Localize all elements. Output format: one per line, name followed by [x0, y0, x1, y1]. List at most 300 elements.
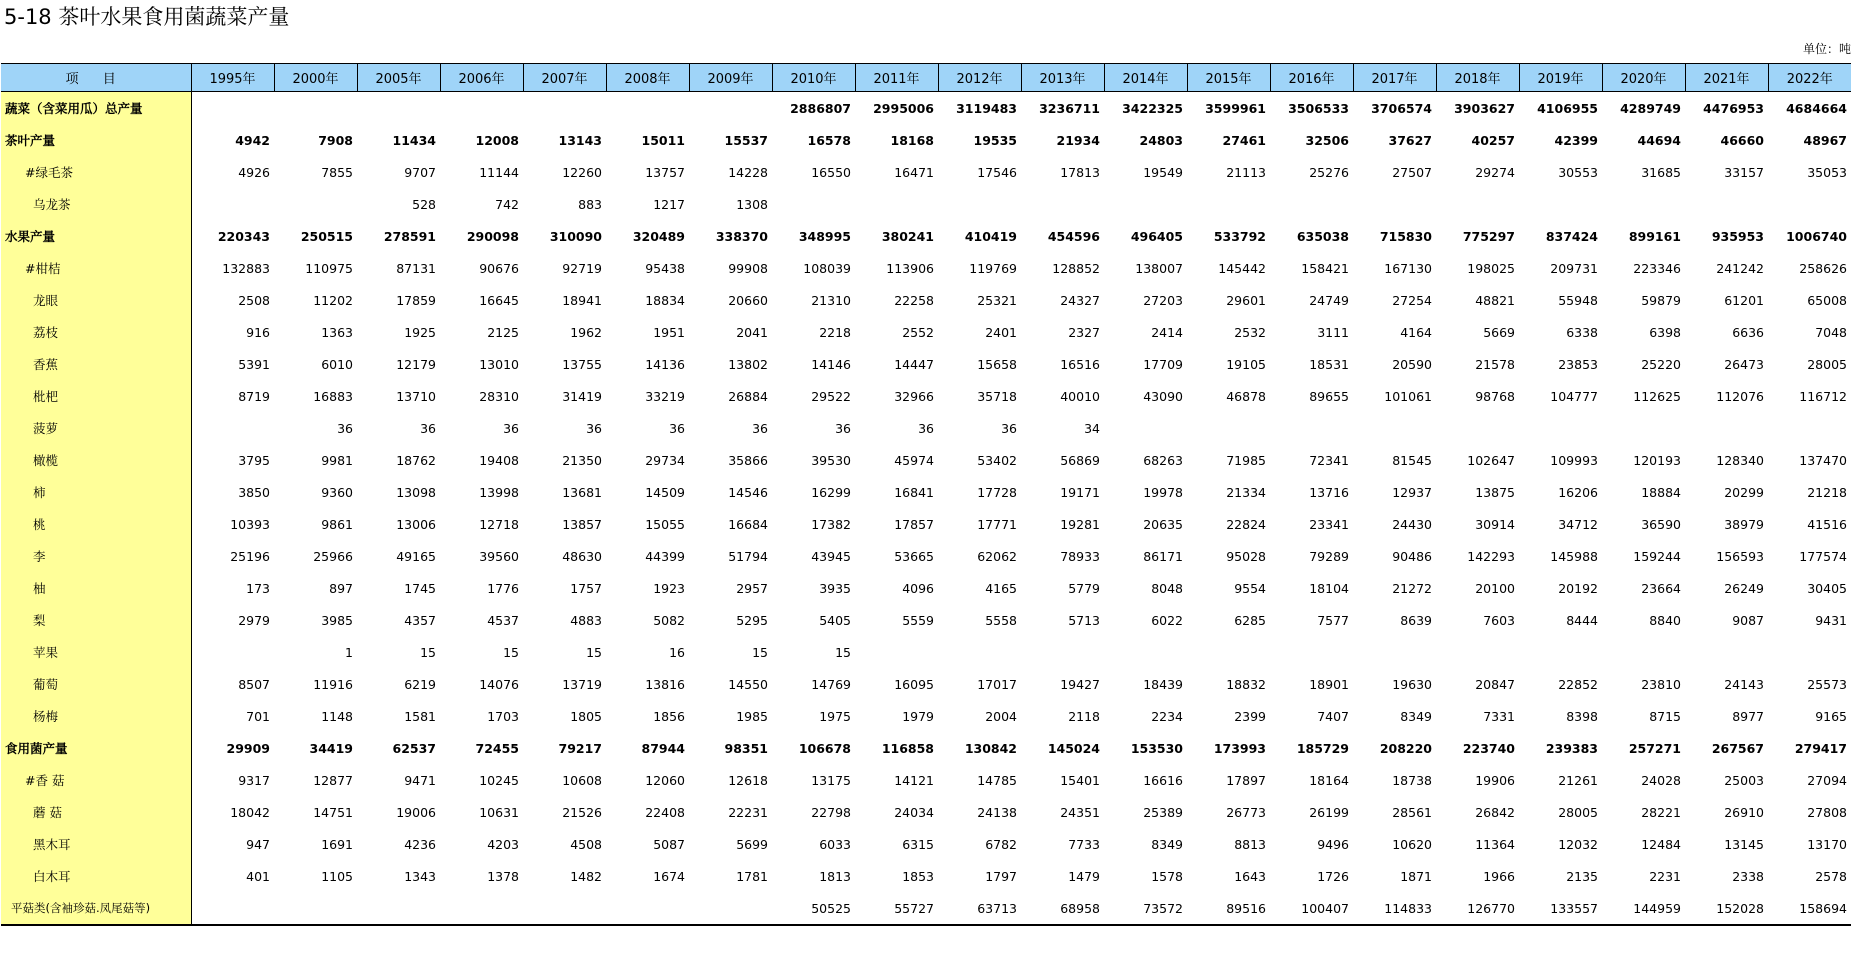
table-cell: 15 [503, 644, 519, 660]
table-cell: 8048 [1151, 580, 1183, 596]
table-cell: 2532 [1234, 324, 1266, 340]
table-cell: 1781 [736, 868, 768, 884]
table-cell: 17546 [977, 164, 1017, 180]
column-header-year: 2012年 [938, 64, 1021, 92]
table-cell: 13816 [645, 676, 685, 692]
table-cell: 12877 [313, 772, 353, 788]
table-cell: 8639 [1400, 612, 1432, 628]
table-cell: 267567 [1711, 740, 1764, 756]
table-cell: 18901 [1309, 676, 1349, 692]
table-cell: 15055 [645, 516, 685, 532]
table-cell: 25573 [1807, 676, 1847, 692]
column-header-year: 2006年 [440, 64, 523, 92]
table-cell: 1378 [487, 868, 519, 884]
table-cell: 4883 [570, 612, 602, 628]
table-cell [1602, 412, 1685, 444]
table-row [1, 860, 1851, 892]
column-header-year: 2007年 [523, 64, 606, 92]
table-cell: 5559 [902, 612, 934, 628]
table-cell: 34 [1084, 420, 1100, 436]
table-cell: 883 [578, 196, 602, 212]
table-cell: 101061 [1384, 388, 1432, 404]
table-cell: 5295 [736, 612, 768, 628]
table-cell: 20590 [1392, 356, 1432, 372]
table-cell: 108039 [803, 260, 851, 276]
table-cell: 24749 [1309, 292, 1349, 308]
table-cell: 4106955 [1537, 100, 1598, 116]
table-cell [1768, 412, 1851, 444]
table-cell [1519, 412, 1602, 444]
table-cell: 2004 [985, 708, 1017, 724]
table-cell: 2979 [238, 612, 270, 628]
table-cell: 62062 [977, 548, 1017, 564]
table-cell: 110975 [305, 260, 353, 276]
table-cell: 104777 [1550, 388, 1598, 404]
table-cell: 17382 [811, 516, 851, 532]
table-cell: 17813 [1060, 164, 1100, 180]
table-cell: 2399 [1234, 708, 1266, 724]
column-header-year: 2017年 [1353, 64, 1436, 92]
table-cell: 106678 [798, 740, 851, 756]
table-cell: 17728 [977, 484, 1017, 500]
table-cell: 2231 [1649, 868, 1681, 884]
table-cell: 4476953 [1703, 100, 1764, 116]
table-row [1, 636, 1851, 668]
table-cell: 17017 [977, 676, 1017, 692]
table-cell: 142293 [1467, 548, 1515, 564]
table-row [1, 156, 1851, 188]
table-cell [1685, 636, 1768, 668]
table-cell: 26199 [1309, 804, 1349, 820]
table-cell: 133557 [1550, 900, 1598, 916]
table-cell: 81545 [1392, 452, 1432, 468]
table-cell: 6636 [1732, 324, 1764, 340]
table-cell: 2125 [487, 324, 519, 340]
table-cell: 12032 [1558, 836, 1598, 852]
table-cell: 15537 [724, 132, 768, 148]
table-cell: 36590 [1641, 516, 1681, 532]
table-cell: 21934 [1056, 132, 1100, 148]
table-cell [1187, 188, 1270, 220]
table-cell: 19906 [1475, 772, 1515, 788]
table-cell: 6315 [902, 836, 934, 852]
table-cell: 14146 [811, 356, 851, 372]
table-cell [274, 188, 357, 220]
table-cell: 12060 [645, 772, 685, 788]
table-cell: 119769 [969, 260, 1017, 276]
table-cell: 10393 [230, 516, 270, 532]
table-cell [523, 92, 606, 125]
column-header-year: 2014年 [1104, 64, 1187, 92]
table-row [1, 92, 1851, 125]
table-cell: 14546 [728, 484, 768, 500]
table-cell: 338370 [715, 228, 768, 244]
table-cell: 19408 [479, 452, 519, 468]
table-cell: 19006 [396, 804, 436, 820]
table-cell: 25003 [1724, 772, 1764, 788]
row-label: 梨 [1, 604, 191, 636]
column-header-year: 2009年 [689, 64, 772, 92]
table-cell [855, 188, 938, 220]
table-cell: 27461 [1222, 132, 1266, 148]
table-cell: 3850 [238, 484, 270, 500]
row-label: 葡萄 [1, 668, 191, 700]
table-cell: 290098 [466, 228, 519, 244]
table-cell: 11434 [392, 132, 436, 148]
table-cell: 198025 [1467, 260, 1515, 276]
table-cell: 20299 [1724, 484, 1764, 500]
table-cell: 13755 [562, 356, 602, 372]
table-cell: 13875 [1475, 484, 1515, 500]
table-cell: 6285 [1234, 612, 1266, 628]
table-cell: 15401 [1060, 772, 1100, 788]
table-cell: 8349 [1400, 708, 1432, 724]
table-cell: 30553 [1558, 164, 1598, 180]
table-cell [1021, 636, 1104, 668]
table-cell: 27808 [1807, 804, 1847, 820]
table-row [1, 828, 1851, 860]
table-cell: 6338 [1566, 324, 1598, 340]
table-cell: 98768 [1475, 388, 1515, 404]
table-cell [1104, 636, 1187, 668]
table-cell: 4942 [235, 132, 270, 148]
table-row [1, 508, 1851, 540]
table-cell: 1925 [404, 324, 436, 340]
table-cell: 29734 [645, 452, 685, 468]
table-cell: 380241 [881, 228, 934, 244]
table-cell: 496405 [1130, 228, 1183, 244]
table-cell: 23341 [1309, 516, 1349, 532]
table-cell: 5082 [653, 612, 685, 628]
table-cell: 3795 [238, 452, 270, 468]
table-cell: 1966 [1483, 868, 1515, 884]
table-cell: 10608 [562, 772, 602, 788]
table-cell: 209731 [1550, 260, 1598, 276]
table-cell: 13175 [811, 772, 851, 788]
table-cell: 23664 [1641, 580, 1681, 596]
table-cell: 145988 [1550, 548, 1598, 564]
table-cell [1353, 188, 1436, 220]
table-cell: 18042 [230, 804, 270, 820]
table-cell: 56869 [1060, 452, 1100, 468]
table-cell: 15011 [641, 132, 685, 148]
table-cell: 46660 [1720, 132, 1764, 148]
table-cell: 1482 [570, 868, 602, 884]
table-cell: 9554 [1234, 580, 1266, 596]
table-row [1, 892, 1851, 924]
table-cell: 1805 [570, 708, 602, 724]
table-cell: 11916 [313, 676, 353, 692]
table-row [1, 252, 1851, 284]
table-cell: 1105 [321, 868, 353, 884]
table-cell: 6219 [404, 676, 436, 692]
table-cell: 137470 [1799, 452, 1847, 468]
table-cell: 95438 [645, 260, 685, 276]
row-label: 蔬菜（含菜用瓜）总产量 [1, 92, 191, 125]
table-cell: 278591 [383, 228, 436, 244]
table-cell: 128852 [1052, 260, 1100, 276]
table-cell: 2957 [736, 580, 768, 596]
table-cell: 36 [669, 420, 685, 436]
table-cell: 947 [246, 836, 270, 852]
table-cell: 1148 [321, 708, 353, 724]
page-title: 5-18 茶叶水果食用菌蔬菜产量 [4, 5, 290, 29]
table-cell: 4357 [404, 612, 436, 628]
table-cell: 220343 [217, 228, 270, 244]
table-cell: 11202 [313, 292, 353, 308]
table-cell: 916 [246, 324, 270, 340]
table-cell [606, 92, 689, 125]
table-cell: 25966 [313, 548, 353, 564]
table-cell: 19535 [973, 132, 1017, 148]
table-cell: 454596 [1047, 228, 1100, 244]
table-cell: 13710 [396, 388, 436, 404]
table-cell: 22852 [1558, 676, 1598, 692]
table-cell: 18104 [1309, 580, 1349, 596]
table-cell: 10631 [479, 804, 519, 820]
table-cell: 24327 [1060, 292, 1100, 308]
table-cell: 21334 [1226, 484, 1266, 500]
table-cell: 1797 [985, 868, 1017, 884]
table-cell: 279417 [1794, 740, 1847, 756]
table-cell: 22258 [894, 292, 934, 308]
table-cell: 128340 [1716, 452, 1764, 468]
table-cell: 223346 [1633, 260, 1681, 276]
table-cell: 33219 [645, 388, 685, 404]
table-cell: 114833 [1384, 900, 1432, 916]
row-label: 苹果 [1, 636, 191, 668]
table-cell: 99908 [728, 260, 768, 276]
table-cell: 36 [1001, 420, 1017, 436]
table-cell: 22824 [1226, 516, 1266, 532]
column-header-year: 2015年 [1187, 64, 1270, 92]
table-cell: 9981 [321, 452, 353, 468]
table-cell: 30405 [1807, 580, 1847, 596]
table-cell: 21218 [1807, 484, 1847, 500]
table-cell: 48821 [1475, 292, 1515, 308]
table-cell: 14121 [894, 772, 934, 788]
table-cell: 1691 [321, 836, 353, 852]
row-label: 枇杷 [1, 380, 191, 412]
table-cell: 15 [420, 644, 436, 660]
table-cell: 126770 [1467, 900, 1515, 916]
table-cell: 25220 [1641, 356, 1681, 372]
table-cell: 2995006 [873, 100, 934, 116]
table-cell: 109993 [1550, 452, 1598, 468]
column-header-year: 2022年 [1768, 64, 1851, 92]
table-cell: 21526 [562, 804, 602, 820]
table-cell: 7908 [318, 132, 353, 148]
table-cell: 1962 [570, 324, 602, 340]
table-cell: 1726 [1317, 868, 1349, 884]
table-cell: 40257 [1471, 132, 1515, 148]
row-label: 蘑 菇 [1, 796, 191, 828]
column-header-year: 2013年 [1021, 64, 1104, 92]
table-cell: 2118 [1068, 708, 1100, 724]
table-cell: 112625 [1633, 388, 1681, 404]
table-cell: 4096 [902, 580, 934, 596]
table-cell: 1975 [819, 708, 851, 724]
table-cell: 742 [495, 196, 519, 212]
table-cell: 320489 [632, 228, 685, 244]
table-cell: 34419 [309, 740, 353, 756]
table-cell: 528 [412, 196, 436, 212]
table-cell: 7407 [1317, 708, 1349, 724]
table-cell: 12179 [396, 356, 436, 372]
column-header-year: 2010年 [772, 64, 855, 92]
table-cell: 20660 [728, 292, 768, 308]
table-row [1, 476, 1851, 508]
table-cell: 9707 [404, 164, 436, 180]
table-cell: 145442 [1218, 260, 1266, 276]
table-cell: 16095 [894, 676, 934, 692]
table-cell: 25321 [977, 292, 1017, 308]
table-cell: 59879 [1641, 292, 1681, 308]
table-row [1, 604, 1851, 636]
table-cell: 5779 [1068, 580, 1100, 596]
table-cell: 27203 [1143, 292, 1183, 308]
table-cell: 16684 [728, 516, 768, 532]
table-cell: 8349 [1151, 836, 1183, 852]
table-cell: 23810 [1641, 676, 1681, 692]
table-row [1, 188, 1851, 220]
column-header-year: 2008年 [606, 64, 689, 92]
table-cell: 5558 [985, 612, 1017, 628]
table-cell: 20192 [1558, 580, 1598, 596]
table-cell [938, 188, 1021, 220]
table-cell: 6022 [1151, 612, 1183, 628]
table-cell: 28005 [1558, 804, 1598, 820]
row-label: 水果产量 [1, 220, 191, 252]
table-cell: 5699 [736, 836, 768, 852]
table-cell: 1343 [404, 868, 436, 884]
table-cell: 90676 [479, 260, 519, 276]
table-cell: 241242 [1716, 260, 1764, 276]
table-cell: 36 [337, 420, 353, 436]
table-cell: 29522 [811, 388, 851, 404]
table-cell: 40010 [1060, 388, 1100, 404]
table-cell: 7331 [1483, 708, 1515, 724]
table-cell [440, 892, 523, 924]
table-cell: 72455 [475, 740, 519, 756]
table-cell: 3599961 [1205, 100, 1266, 116]
table-cell: 16471 [894, 164, 934, 180]
table-cell: 48967 [1803, 132, 1847, 148]
table-cell: 1745 [404, 580, 436, 596]
table-cell: 24803 [1139, 132, 1183, 148]
table-cell: 43090 [1143, 388, 1183, 404]
table-cell: 9496 [1317, 836, 1349, 852]
table-cell: 16516 [1060, 356, 1100, 372]
table-cell: 62537 [392, 740, 436, 756]
table-cell: 19281 [1060, 516, 1100, 532]
table-cell: 208220 [1379, 740, 1432, 756]
row-label: 李 [1, 540, 191, 572]
table-row [1, 316, 1851, 348]
table-cell: 17897 [1226, 772, 1266, 788]
table-cell: 18439 [1143, 676, 1183, 692]
table-cell: 1853 [902, 868, 934, 884]
table-cell: 4164 [1400, 324, 1432, 340]
table-cell: 14751 [313, 804, 353, 820]
table-cell: 13757 [645, 164, 685, 180]
table-cell [1768, 188, 1851, 220]
table-cell: 71985 [1226, 452, 1266, 468]
table-cell: 31419 [562, 388, 602, 404]
table-cell: 26910 [1724, 804, 1764, 820]
table-cell: 8398 [1566, 708, 1598, 724]
table-cell: 2508 [238, 292, 270, 308]
table-cell: 153530 [1130, 740, 1183, 756]
table-cell: 2338 [1732, 868, 1764, 884]
table-cell [191, 892, 274, 924]
column-header-item: 项 目 [1, 64, 191, 92]
table-cell: 18762 [396, 452, 436, 468]
table-cell: 12008 [475, 132, 519, 148]
table-cell: 14447 [894, 356, 934, 372]
table-cell: 14136 [645, 356, 685, 372]
table-cell: 24143 [1724, 676, 1764, 692]
table-cell: 701 [246, 708, 270, 724]
table-cell: 5087 [653, 836, 685, 852]
table-cell [1519, 636, 1602, 668]
table-cell: 185729 [1296, 740, 1349, 756]
table-cell: 14550 [728, 676, 768, 692]
table-cell: 36 [835, 420, 851, 436]
table-cell: 239383 [1545, 740, 1598, 756]
table-cell: 30914 [1475, 516, 1515, 532]
table-cell: 635038 [1296, 228, 1349, 244]
table-cell: 8444 [1566, 612, 1598, 628]
table-cell: 2327 [1068, 324, 1100, 340]
table-cell [1270, 636, 1353, 668]
table-cell: 89516 [1226, 900, 1266, 916]
table-cell: 26249 [1724, 580, 1764, 596]
column-header-year: 1995年 [191, 64, 274, 92]
table-cell: 16299 [811, 484, 851, 500]
table-cell: 3985 [321, 612, 353, 628]
row-label: 白木耳 [1, 860, 191, 892]
table-cell: 715830 [1379, 228, 1432, 244]
table-cell: 79217 [558, 740, 602, 756]
table-cell: 24430 [1392, 516, 1432, 532]
table-cell: 7603 [1483, 612, 1515, 628]
table-cell: 86171 [1143, 548, 1183, 564]
row-label: #香 菇 [1, 764, 191, 796]
column-header-year: 2021年 [1685, 64, 1768, 92]
table-cell: 9317 [238, 772, 270, 788]
table-cell: 34712 [1558, 516, 1598, 532]
table-cell: 92719 [562, 260, 602, 276]
table-row [1, 124, 1851, 156]
table-cell [938, 636, 1021, 668]
table-cell: 12937 [1392, 484, 1432, 500]
table-cell: 3506533 [1288, 100, 1349, 116]
table-cell [1768, 636, 1851, 668]
row-label: 食用菌产量 [1, 732, 191, 764]
table-cell: 21272 [1392, 580, 1432, 596]
table-cell [606, 892, 689, 924]
table-row [1, 732, 1851, 764]
table-cell: 72341 [1309, 452, 1349, 468]
table-cell: 18738 [1392, 772, 1432, 788]
row-label: 柿 [1, 476, 191, 508]
table-cell: 18834 [645, 292, 685, 308]
table-cell [191, 636, 274, 668]
table-cell [1187, 412, 1270, 444]
column-header-year: 2018年 [1436, 64, 1519, 92]
table-cell: 837424 [1545, 228, 1598, 244]
